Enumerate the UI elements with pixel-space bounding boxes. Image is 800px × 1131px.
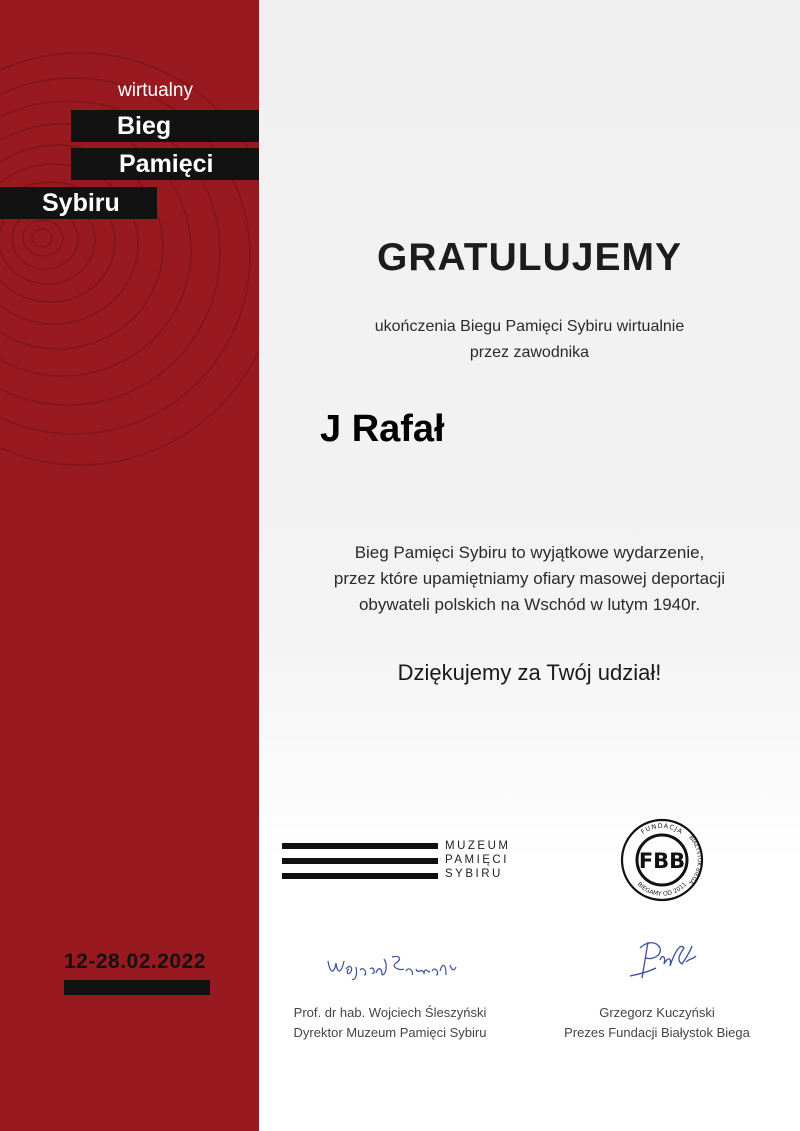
signatory-1-title: Dyrektor Muzeum Pamięci Sybiru bbox=[293, 1025, 487, 1040]
signatory-1 bbox=[259, 1003, 521, 1043]
description-line1: Bieg Pamięci Sybiru to wyjątkowe wydarzenie, bbox=[354, 543, 705, 562]
museum-logo-stripe bbox=[282, 843, 438, 849]
participant-name: J Rafał bbox=[320, 408, 445, 450]
fbb-ring-top-text: FUNDACJA bbox=[639, 821, 685, 837]
event-label-virtual: wirtualny bbox=[118, 80, 193, 101]
certificate-subtitle-line2: przez zawodnika bbox=[469, 344, 590, 361]
museum-logo bbox=[282, 838, 522, 886]
date-underline-bar bbox=[64, 980, 210, 995]
event-title-line2: Pamięci bbox=[71, 148, 259, 180]
thank-you-message: Dziękujemy za Twój udział! bbox=[397, 660, 662, 685]
description-line2: przez które upamiętniamy ofiary masowej deportacji bbox=[333, 569, 726, 588]
svg-text:BIAŁYSTOK BIEGA bbox=[687, 835, 702, 885]
fbb-letters: FBB bbox=[638, 849, 686, 873]
museum-logo-stripe bbox=[282, 858, 438, 864]
event-dates: 12-28.02.2022 bbox=[64, 950, 206, 973]
fbb-ring-right-text: BIAŁYSTOK BIEGA bbox=[687, 835, 702, 885]
event-title-line3: Sybiru bbox=[0, 187, 157, 219]
museum-logo-stripe bbox=[282, 873, 438, 879]
museum-logo-word1: MUZEUM bbox=[445, 840, 511, 852]
museum-logo-word3: SYBIRU bbox=[445, 868, 503, 880]
certificate-title: GRATULUJEMY bbox=[377, 236, 682, 279]
signatory-2-name: Grzegorz Kuczyński bbox=[599, 1005, 715, 1020]
signatory-2-title: Prezes Fundacji Białystok Biega bbox=[564, 1025, 750, 1040]
certificate-subtitle-line1: ukończenia Biegu Pamięci Sybiru wirtualnie bbox=[374, 318, 685, 335]
fbb-foundation-logo bbox=[617, 812, 707, 912]
museum-logo-word2: PAMIĘCI bbox=[445, 854, 509, 866]
description-line3: obywateli polskich na Wschód w lutym 1940r. bbox=[358, 595, 701, 614]
signatory-1-name: Prof. dr hab. Wojciech Śleszyński bbox=[293, 1005, 487, 1020]
signature-grzegorz-kuczynski bbox=[626, 934, 706, 984]
fbb-ring-bottom-text: BIEGAMY OD 2011 bbox=[635, 880, 689, 898]
signatory-2 bbox=[528, 1003, 786, 1043]
sidebar-panel bbox=[0, 0, 259, 1131]
tree-rings-decoration bbox=[0, 0, 259, 470]
signature-wojciech-sleszynski bbox=[322, 945, 462, 985]
event-title-line1: Bieg bbox=[71, 110, 259, 142]
